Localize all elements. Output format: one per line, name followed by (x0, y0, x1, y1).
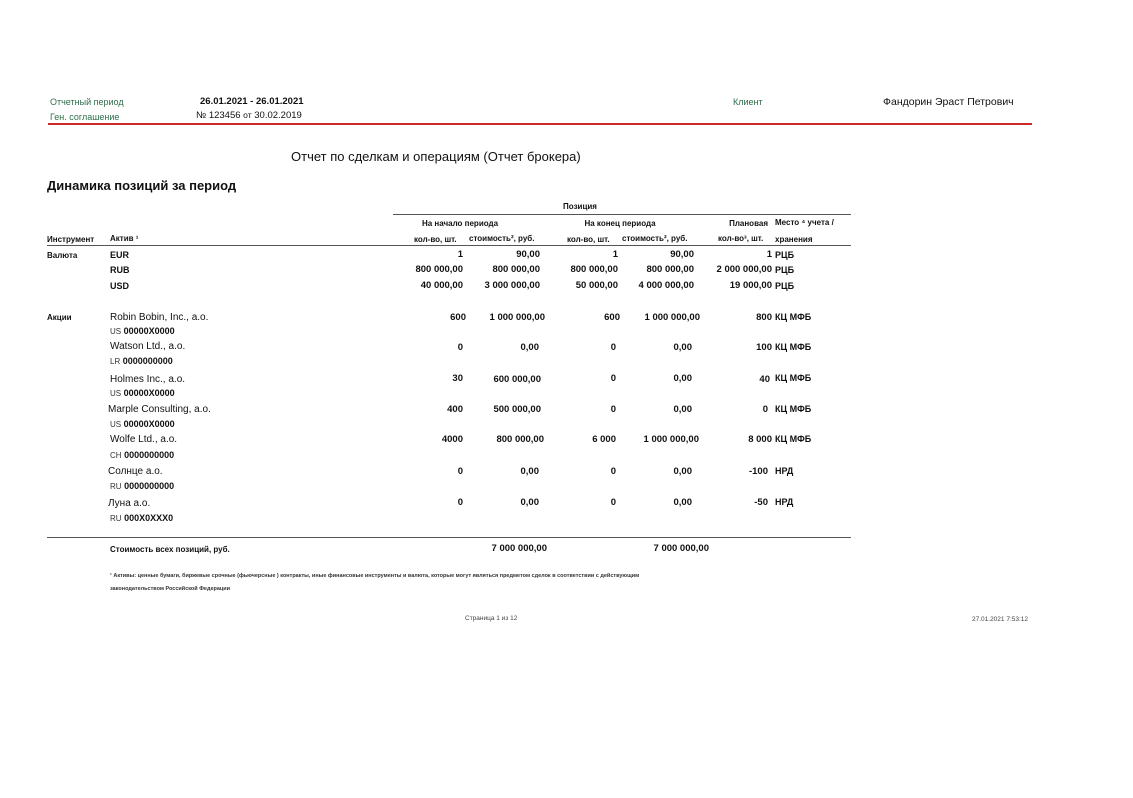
share-name: Holmes Inc., a.o. (110, 374, 186, 385)
qty-end: 50 000,00 (575, 280, 618, 291)
qty-end: 0 (610, 404, 616, 415)
isin-code (110, 513, 173, 523)
cost-start: 0,00 (520, 342, 539, 353)
place-of-storage: КЦ МФБ (775, 312, 812, 322)
header-divider (48, 123, 1032, 125)
planned-qty: 19 000,00 (729, 280, 772, 291)
cost-start: 0,00 (520, 466, 539, 477)
planned-qty: 8 000 (748, 434, 772, 445)
qty-start: 600 (450, 312, 466, 323)
share-name: Watson Ltd., a.o. (110, 341, 186, 352)
cost-start: 800 000,00 (496, 434, 544, 445)
qty-start: 0 (457, 342, 463, 353)
qty-start: 400 (447, 404, 463, 415)
agreement-from: от (243, 110, 252, 120)
isin-prefix: US (110, 327, 122, 336)
cost-end: 4 000 000,00 (638, 280, 694, 291)
planned-qty: 1 (766, 249, 772, 260)
qty-start: 0 (457, 497, 463, 508)
cost-start: 600 000,00 (493, 374, 541, 385)
footnote-line-1: ¹ Активы: ценные бумаги, биржевые срочные (фьючерсные ) контракты, иные финансовые инструменты и валюта, которые могут являться предметом сделок в соответствии с действующим (110, 573, 640, 579)
share-name: Marple Consulting, a.o. (108, 404, 211, 415)
cost-end: 0,00 (673, 497, 692, 508)
isin-value: 000X0XXX0 (124, 513, 174, 523)
cost-start: 1 000 000,00 (489, 312, 545, 323)
qty-start: 0 (457, 466, 463, 477)
isin-code (110, 450, 174, 460)
cost-end: 90,00 (670, 249, 694, 260)
qty-end: 0 (610, 466, 616, 477)
footnote-line-2: законодательством Российской Федерации (110, 586, 231, 592)
place-of-storage: КЦ МФБ (775, 342, 812, 352)
totals-rule (47, 537, 851, 538)
print-timestamp: 27.01.2021 7:53:12 (972, 616, 1029, 623)
isin-value: 0000000000 (124, 481, 175, 491)
isin-prefix: US (110, 420, 122, 429)
position-group-header: Позиция (563, 202, 597, 211)
qty-start: 1 (457, 249, 463, 260)
qty-start: 4000 (441, 434, 463, 445)
isin-value: 00000X0000 (123, 326, 175, 336)
planned-qty: 800 (756, 312, 772, 323)
cost-start: 3 000 000,00 (484, 280, 540, 291)
cost-start: 500 000,00 (493, 404, 541, 415)
cost-end: 0,00 (673, 342, 692, 353)
header-rule-bottom (47, 245, 851, 246)
col-planned-qty: кол-во³, шт. (718, 234, 764, 243)
cost-end: 0,00 (673, 404, 692, 415)
qty-end: 0 (610, 373, 616, 384)
share-name: Луна а.о. (108, 498, 151, 509)
place-of-storage: КЦ МФБ (775, 404, 812, 414)
client-name: Фандорин Эраст Петрович (883, 96, 1014, 108)
currency-group-label: Валюта (47, 251, 78, 260)
col-cost-start: стоимость², руб. (469, 234, 535, 243)
period-value: 26.01.2021 - 26.01.2021 (200, 96, 304, 107)
total-end: 7 000 000,00 (653, 543, 709, 554)
end-period-header: На конец периода (584, 219, 656, 228)
cost-start: 0,00 (520, 497, 539, 508)
isin-value: 00000X0000 (123, 419, 175, 429)
planned-qty: 40 (759, 374, 770, 385)
cost-end: 0,00 (673, 373, 692, 384)
agreement-number: № 123456 (196, 110, 241, 121)
page-number: Страница 1 из 12 (465, 615, 518, 622)
cost-end: 0,00 (673, 466, 692, 477)
planned-qty: -100 (748, 466, 768, 477)
place-of-storage: НРД (775, 466, 794, 476)
col-qty-end: кол-во, шт. (567, 235, 610, 244)
cost-start: 90,00 (516, 249, 540, 260)
qty-end: 0 (610, 342, 616, 353)
qty-end: 6 000 (592, 434, 616, 445)
qty-start: 30 (452, 373, 463, 384)
header-rule-top (393, 214, 851, 215)
isin-code (110, 419, 175, 429)
qty-end: 800 000,00 (570, 264, 618, 275)
asset-name: RUB (110, 265, 130, 275)
place-of-storage: РЦБ (775, 250, 795, 260)
place-of-storage: РЦБ (775, 265, 795, 275)
share-name: Wolfe Ltd., a.o. (110, 434, 178, 445)
isin-prefix: RU (110, 514, 122, 523)
client-label: Клиент (733, 97, 763, 107)
total-start: 7 000 000,00 (491, 543, 547, 554)
qty-start: 800 000,00 (415, 264, 463, 275)
planned-qty: 100 (756, 342, 772, 353)
qty-end: 1 (612, 249, 618, 260)
place-of-storage: КЦ МФБ (775, 373, 812, 383)
isin-prefix: LR (110, 357, 121, 366)
isin-prefix: US (110, 389, 122, 398)
planned-qty: 0 (762, 404, 768, 415)
planned-qty: 2 000 000,00 (716, 264, 772, 275)
isin-value: 0000000000 (122, 356, 173, 366)
isin-code (110, 356, 173, 366)
period-label: Отчетный период (50, 97, 124, 107)
col-cost-end: стоимость², руб. (622, 234, 688, 243)
shares-group-label: Акции (47, 313, 72, 322)
qty-end: 600 (604, 312, 620, 323)
agreement-info (196, 110, 302, 121)
isin-value: 00000X0000 (123, 388, 175, 398)
share-name: Robin Bobin, Inc., a.o. (110, 312, 209, 323)
total-label: Стоимость всех позиций, руб. (110, 545, 230, 554)
agreement-date: 30.02.2019 (254, 110, 302, 121)
planned-header: Плановая (729, 219, 768, 228)
share-name: Солнце а.о. (108, 466, 163, 477)
col-place: хранения (775, 235, 813, 244)
planned-qty: -50 (754, 497, 768, 508)
isin-prefix: RU (110, 482, 122, 491)
asset-name: EUR (110, 250, 130, 260)
qty-end: 0 (610, 497, 616, 508)
col-asset: Актив ¹ (110, 234, 139, 243)
asset-name: USD (110, 281, 130, 291)
cost-start: 800 000,00 (492, 264, 540, 275)
section-title: Динамика позиций за период (47, 178, 237, 193)
isin-prefix: CH (110, 451, 122, 460)
agreement-label: Ген. соглашение (50, 112, 120, 122)
place-of-storage: РЦБ (775, 281, 795, 291)
col-instrument: Инструмент (47, 235, 95, 244)
qty-start: 40 000,00 (420, 280, 463, 291)
place-header: Место ⁴ учета / (775, 218, 834, 227)
col-qty-start: кол-во, шт. (414, 235, 457, 244)
isin-code (110, 388, 175, 398)
isin-value: 0000000000 (124, 450, 175, 460)
isin-code (110, 326, 175, 336)
cost-end: 1 000 000,00 (643, 434, 699, 445)
place-of-storage: КЦ МФБ (775, 434, 812, 444)
cost-end: 800 000,00 (646, 264, 694, 275)
report-title: Отчет по сделкам и операциям (Отчет брокера) (291, 149, 581, 164)
cost-end: 1 000 000,00 (644, 312, 700, 323)
isin-code (110, 481, 174, 491)
place-of-storage: НРД (775, 497, 794, 507)
start-period-header: На начало периода (421, 219, 499, 228)
